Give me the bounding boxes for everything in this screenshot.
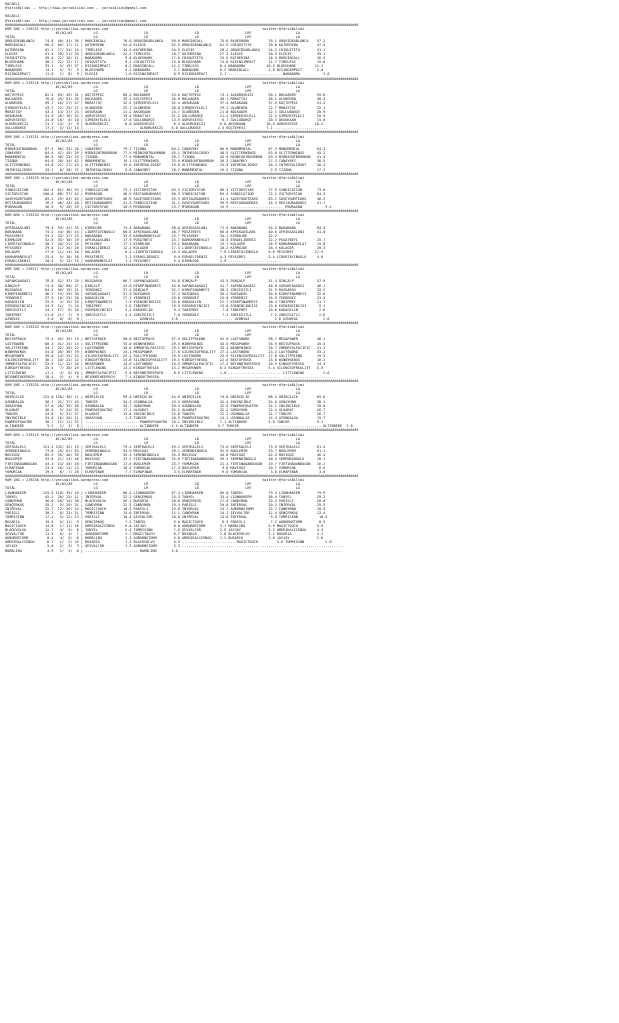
column-header: #1/#2/#3 LG LR LD LRF LA	[5, 180, 301, 185]
race-block	[5, 23, 617, 77]
table-row: SAVEYOURTEARS 85.2 29/ 63/ 45 | SAVEYOURTEARS 46.9 SAVEYOURTEARS 53.3 RESTAURADORES 41.4 SAVEYOURTEARS 63.1 SAVEYOURTEARS 46.2	[5, 196, 326, 201]
race-block	[5, 130, 617, 171]
table-row: YUMURCAK 19.5 6/ 7/ 28 | ELMAPINAR 7.7 ELMAPINAR 3.5 ELMAPINAR 9.0 YUMURCAK 3.0 ELMAPINAR 3.0	[5, 469, 326, 474]
table-row: CANAYBEY 84.4 47/ 45/ 29 | MIDNIGHTBOURBON 77.9 MIDNIGHTBOURBON 45.1 INTHESOLIDSKY 48.5 GLITTERWINGS 63.0 GLITTERWINGS 45.2	[5, 151, 326, 156]
table-row: KIRMÜJDE 52.8 35/ 30/ 19 | AFRIKAASLANI 17.9 PUSATBEYI 23.7 KAHRAMANEVLAT 18.5 ESRAELIDENIZ 22.2 PUSATBEYI 25.7	[5, 238, 326, 243]
separator-line: ################################################################################################################################################################################	[5, 22, 359, 27]
column-header: #1/#2/#3 LG LR LD LRF LA	[5, 138, 301, 143]
race-title: KUM 1NG = 219231 http://yarisbilimi.wordpress.com twitter:@YarisBilimi	[5, 134, 305, 139]
separator-line: ################################################################################################################################################################################	[5, 262, 359, 267]
race-block	[5, 172, 617, 209]
table-row: CANDYMAN 36.0 10/ 14/ 38 | BLACKVOLVO 26.1 BUSARIA 20.8 GENÇERKUŞ 27.9 CANDYMAN 33.2 PARISLI 28.6	[5, 498, 326, 503]
table-row: MIDNIGHTBOURBON 87.4 56/ 33/ 26 | CANAYBEY 79.7 TIZONA 64.1 CANAYBEY 80.6 MONUMENTAL 67.3 MONUMENTAL 64.3	[5, 146, 326, 151]
table-row: TOTAL LG LR LD LRF LA	[5, 391, 301, 396]
table-row: BESTOFROCK 75.4 45/ 29/ 15 | BESTOFROCK 50.0 BESTOFROCK 57.4 SOLITFRIEND 52.0 LASTSWORD 98.7 MEGAPOWER 48.1	[5, 337, 326, 342]
table-row: SEMENDINOĞLU 73.8 18/ 61/ 63 | SEMENDINOĞLU 54.9 MAVIGÖZ 49.1 SEMENDINOĞLU 52.9 BÜĞLEMIM 53.7 BÜĞLEMIM 61.1	[5, 449, 326, 454]
table-row: POWEROFQUATRO 30.7 11/ 11/ 32 | ......................... POWEROFQUATRO 19.1 INVINCIBLE 7.1 ALTINDERE 5.8 TUNCER 9.1	[5, 420, 324, 425]
table-row: TOTAL LG LR LD LRF LA	[5, 486, 301, 491]
table-row: SYNDICATION 102.4 62/ 38/ 53 | SYNDICATION 73.1 VICTORYSTAR 63.3 VICTORYSTAR 66.3 VICTORYSTAR 77.5 SYNDICATION 73.6	[5, 188, 326, 193]
table-row: KOÇTEPESI 82.5 69/ 39/ 31 | KOÇTEPESI 68.2 BOLKADER 53.6 KOÇTEPESI 74.1 ALKURUŞKIZI 50.1 BOLKADER 59.6	[5, 93, 326, 98]
table-row: SAPANCAAĞASI 78.8 52/ 37/ 29 | RÜZGARSU 66.7 SAPANCAAĞASI 54.8 DINÇALP 43.5 DINÇALP 51.4 DINÇALP 57.9	[5, 279, 326, 284]
race-title: KUM ARA = 219219 http://yarisbilimi.wordpress.com twitter:@YarisBilimi	[5, 432, 305, 437]
document	[5, 2, 617, 553]
table-row: LITTLEWING 11.2 4/ 6/ 10 | IMMORTALPACIFIC 9.4 BEYONDTHEEPOCH 8.9 LITTLEWING 1.0 ......................... LITTLEWING 2.6	[5, 370, 330, 375]
table-row: GÜRAYHAN 57.0 26/ 35/ 30 | UZUNDALGA 43.7 GÜRAYHAN 39.4 UZUNDALGA 32.5 POWEROFQUATRO 24.1 INVINCIBLE 28.6	[5, 403, 326, 408]
column-header: #1/#2/#3 LG LR LD LRF LA	[5, 482, 301, 487]
table-row: IMMORTALPACIFIC 33.9 11/ 22/ 26 | MEGAPOWER 14.6 LASTSWORD 16.5 IMMORTALPACIFIC 17.2 BEYONDTHEEPOCH 10.5 KINGOFTHESEA 14.3	[5, 362, 326, 367]
table-row: TOTAL LG LR LD LRF LA	[5, 333, 301, 338]
table-row: ŞEVVALTOR 11.3 6/ 4/ 7 | AUBURNSTORM 2.7 MAGICTOUCH 6.7 BUSARIA 2.6 BLACKVOLVO 3.2 BUSARIA 3.2	[5, 532, 324, 536]
table-row: TOTAL LG LR LD LRF LA	[5, 35, 301, 40]
table-row: KINGOFTHESEA 25.5 7/ 20/ 19 | LITTLEWING 13.2 KINGOFTHESEA 13.2 MEGAPOWER 6.3 KINGOFTHESEA 9.4 SILENCEOFREALITY 5.9	[5, 366, 324, 371]
race-title: KUM 1NG = 219217 http://yarisbilimi.wordpress.com twitter:@YarisBilimi	[5, 267, 305, 271]
table-row: TOTAL LG LR LD LRF LA	[5, 142, 301, 147]
table-row: LIDERTAYINOĞLU 38.7 26/ 21/ 16 | PEYAZBEY 17.3 KIRMÜJDE 19.2 BAKABABA 13.7 KULAGER 26.9 KAHRAMANEVLAT 15.8	[5, 242, 326, 247]
table-row: GLITTERWINGS 54.8 21/ 27/ 23 | GLITTERWINGS 19.0 INTHESOLIDSKY 19.6 GLITTERWINGS 25.9 INTHESOLIDSKY 26.4 INTHESOLIDSKY 26.4	[5, 163, 326, 168]
race-title: KUM 1NG = 219230 http://yarisbilimi.wordpress.com twitter:@YarisBilimi	[5, 478, 305, 483]
table-row: INTHESOLIDSKY 43.1 8/ 28/ 37 | INTHESOLIDSKY 5.8 CANAYBEY 18.2 MONUMENTAL 19.5 TIZONA 2.9 TIZONA 17.2	[5, 167, 326, 172]
table-row: RÜZGARSU 64.5 50/ 19/ 21 | YERDENIZ 37.4 DINÇALP 32.7 KIRKPINARBEYI 38.2 ZORCEĞITLI 31.9 RÜZGARSU 33.2	[5, 287, 326, 292]
table-row: AMERIKALICENGO 6.7 1/ 2/ 10 | BUSARIA 1.3 BLACKVOLVO 4.3 ......................... MAGICTOUCH 2.6 TOMRISINN 2.6	[5, 540, 332, 545]
table-row: LIONHAKEEM 125.5 118/ 35/ 16 | LIONHAKEEM 80.5 LIONHAKEEM 67.4 LIONHAKEEM 85.0 TANYEL 79.3 LIONHAKEEM 79.9	[5, 490, 326, 495]
table-row: RISINGIMPACT 11.6 2/ 8/ 9 | ELEGIE 1.6 RISINGIMPACT 0.9 RISINGIMPACT 2.1 ......................... NABADOMA 2.6	[5, 72, 330, 77]
race-block	[5, 379, 617, 429]
table-row: INVINCIBLE 34.6 16/ 20/ 11 | GÜRAYHAN 1.3 TUNCER 20.9 POWEROFQUATRO 14.1 UZUNDALGA 14.4 UZUNDALGA 15.7	[5, 416, 326, 421]
table-row: KARAGELIN 25.9 3/ 15/ 33 | KIRKPINARBEYI 7.9 EGENINCINCISI 19.8 KARAGELIN 22.7 KIRKPINARBEYI 16.3 TABIPBEY 11.7	[5, 300, 326, 305]
table-row: ULUARAT 46.5 9/ 24/ 52 | POWEROFQUATRO 17.1 ULUARAT 32.2 ULUARAT 32.2 GÜRAYHAN 22.4 ULUARAT 26.7	[5, 407, 326, 412]
table-row: CHIQUITITA 49.6 21/ 28/ 21 | NABADOMA 9.8 BLUESHARK 17.6 CHIQUITITA 25.5 KATHERINA 16.3 MARGINCALL 16.3	[5, 55, 326, 60]
site-credit: @YarisBilimi -- http://www.yarisbilimi.com -- yarisbilimi@gmail.com	[5, 18, 147, 23]
race-block	[5, 321, 617, 379]
table-row: ALTINDERE 5.2 1/ 2/ 8 | ......................... ALTINDERE 4.4 ALTINDERE 5.7 TUNCER ......................... ALTINDERE 2.6	[5, 424, 353, 429]
separator-line: ################################################################################################################################################################################	[5, 130, 359, 135]
race-title: KUM 1NG = 219233 http://yarisbilimi.wordpress.com twitter:@YarisBilimi	[5, 324, 305, 329]
table-row: TOMRISINN 17.2 5/ 12/ 13 | PARISLI 10.4 ŞEVVALTOR 10.8 INTERVAL 13.0 INTERVAL 9.0 TOMRISINN 10.5	[5, 515, 328, 520]
table-row: SILENCEOFREALITY 36.1 10/ 22/ 22 | KINGOFTHESEA 23.8 SILENCEOFREALITY 19.1 KINGOFTHESEA 22.6 BESTOFROCK 15.0 WINNYWINGS 16.2	[5, 358, 326, 363]
table-row: ORQUIDEABLANCA 74.0 40/ 41/ 36 | MARGINCALL 76.6 ORQUIDEABLANCA 59.6 MARGINCALL 75.6 BLUESHARK 76.1 ORQUIDEABLANCA 57.2	[5, 39, 326, 44]
table-row: BÜĞLEMIM 53.8 21/ 24/ 46 | MAVIGÖZ 23.3 FIRTINADANDOĞAN 32.0 FIRTINADANDOĞAN 39.2 SEMENDINOĞLU 30.5 SEMENDINOĞLU 28.1	[5, 457, 326, 462]
race-list	[5, 23, 617, 553]
table-row: TIMELESS 33.1 5/ 19/ 37 | RISINGIMPACT 6.2 MARGINCALL 12.2 TIMELESS 8.4 NABADOMA 10.5 BLUESHARK 11.1	[5, 64, 324, 69]
table-row: TIZONA 64.8 28/ 34/ 42 | MONUMENTAL 19.1 GLITTERWINGS 33.9 MIDNIGHTBOURBON 36.3 CANAYBEY 27.3 CANAYBEY 36.5	[5, 159, 326, 164]
column-header: #1/#2/#3 LG LR LD LRF LA	[5, 387, 301, 392]
table-row: BLUESHARK 38.2 22/ 12/ 17 | CHIQUITITA 9.1 CHIQUITITA 15.8 BLUESHARK 13.8 RISINGIMPACT 11.7 TIMELESS 15.6	[5, 59, 326, 64]
table-row: OBIRÇELIK 125.0 120/ 30/ 11 | OBIRÇELIK 99.4 OBIRÇELIK 44.6 OBIRÇELIK 74.0 OBIRÇELIK 88.3 OBIRÇELIK 65.6	[5, 395, 326, 400]
table-row: TOTAL LG LR LD LRF LA	[5, 275, 301, 280]
separator-line: ################################################################################################################################################################################	[5, 209, 359, 214]
table-row: ŞIMŞEKYELELI 43.7 22/ 29/ 27 | ULUBEDEN 25.2 ULUBEDEN 30.8 ŞIMŞEKYELELI 29.1 ULUBEDEN 22.7 MURATTAY 22.1	[5, 105, 326, 110]
table-row: ELMAPINAR 23.4 10/ 11/ 13 | YUMURCAK 10.5 YUMURCAK 17.4 BÜĞLEMIM 9.0 MAVIGÖZ 10.7 YUMURCAK 6.6	[5, 465, 326, 470]
race-block	[5, 263, 617, 321]
table-row: EGENINCINCISI 24.9 11/ 7/ 24 | TABIPBEY 5.6 TABIPBEY 19.3 EGENINCINCISI 13.0 EGENINCINCISI 13.0 EGENINCINCISI 9.1	[5, 304, 326, 309]
table-row: UZUNYAZ 3.0 0/ 0/ 6 | ......................... UZUNYAZ 2.6 ......................... UZUNYAZ 2.6 UZUNYAZ 2.6	[5, 316, 330, 321]
table-row: SERTKALELI 121.3 132/ 32/ 19 | SERTKALELI 79.2 SERTKALELI 49.1 SERTKALELI 73.6 SERTKALELI 73.9 SERTKALELI 61.5	[5, 445, 326, 450]
separator-line: ################################################################################################################################################################################	[5, 320, 359, 325]
table-row: TUNCER 43.8 5/ 37/ 37 | ULUARAT 13.6 INVINCIBLE 23.8 TUNCER 22.2 UZUNDALGA 21.7 TUNCER 26.7	[5, 411, 326, 416]
table-row: MARGINCALL 66.9 69/ 17/ 11 | KATHERINA 54.6 ELEGIE 52.9 ORQUIDEABLANCA 61.9 CHIQUITITA 70.8 KATHERINA 47.5	[5, 43, 326, 48]
table-row: ULUBEDEN 49.7 16/ 27/ 47 | MURATTAY 32.5 ŞIMŞEKYELELI 32.4 AKSUKAAN 37.4 AKSUKAAN 37.5 KOÇTEPESI 41.2	[5, 101, 326, 106]
table-row: MAVIGÖZ 65.9 35/ 46/ 39 | BÜĞLEMIM 35.3 SEMENDINOĞLU 35.4 MAVIGÖZ 44.8 MAVIGÖZ 42.4 MAVIGÖZ 46.4	[5, 453, 326, 458]
table-row: PARISLI 30.2 8/ 23/ 21 | TOMRISINN 14.0 INTERVAL 12.1 CANDYMAN 14.1 ŞEVVALTOR 12.4 GENÇERKUŞ 12.4	[5, 511, 326, 516]
table-row: BLACKVOLVO 12.7 4/ 9/ 8 | TANYEL 5.4 TOMRISINN 7.6 ŞEVVALTOR 2.9 JAYJAY 3.2 AMERIKALICENGO 4.3	[5, 527, 324, 532]
table-row: PUSATBEYI 53.2 33/ 37/ 23 | BAKABABA 33.9 KAHRAMANEVLAT 23.7 PEYAZBEY 34.1 KIRMÜJDE 32.2	[5, 233, 277, 238]
city-title: KOCAELI	[5, 14, 20, 19]
table-row: MARBLING 4.9 1/ 2/ 6 | ......................... MARBLING 2.0 ......................... ......................... .........................	[5, 548, 343, 553]
table-row: DINÇALP 74.0 30/ 60/ 27 | DINÇALP 43.0 KIRKPINARBEYI 43.0 SAPANCAAĞASI 41.7 SAPANCAAĞASI 46.8 SAPANCAAĞASI 46.1	[5, 283, 326, 288]
race-block	[5, 474, 617, 553]
race-title: KUM 1NG = 219232 http://yarisbilimi.wordpress.com twitter:@YarisBilimi	[5, 26, 305, 31]
table-row: ESRAELIDENIZ 20.4 5/ 13/ 15 | KAHRAMANEVLAT 1.2 PEYAZBEY 9.4 KIRMÜJDE 2.9 .........................	[5, 258, 282, 263]
table-row: TOTAL LG LR LD LRF LA	[5, 88, 301, 93]
table-row: KAHRAMANEVLAT 25.4 5/ 10/ 38 | PUSATBEYI 3.3 ESRAELIDENIZ 9.4 ESRAELIDENIZ 4.3 PEYAZBEY 5.4 LIDERTAYINOĞLU 4.8	[5, 254, 324, 259]
table-row: MYDRAGON 36.5 9/ 28/ 29 | VICTORYSTAR 20.9 MYDRAGON 23.7 MYDRAGON 15.9 ......................... MYDRAGON 3.2	[5, 204, 332, 209]
table-row: AGRVESEVGI 24.8 18/ 8/ 10 | ŞIMŞEKYELELI 17.6 GÜLLÜBAHÇE 13.9 AGRVESEVGI 6.7 GÜLLÜBAHÇE 20.3 AKSUKAAN 15.6	[5, 117, 326, 122]
race-block	[5, 428, 617, 474]
table-row: AFRIKAASLANI 79.4 59/ 41/ 33 | KIRMÜJDE 74.4 BAKABABA 58.6 AFRIKAASLANI 71.5 BAKABABA 54.2 BAKABABA 64.4	[5, 225, 326, 230]
city-title: KOCAELI	[5, 2, 20, 6]
table-row: BUSARIA 15.5 5/ 11/ 9 | GENÇERKUŞ 7.2 TANYEL 9.0 MAGICTOUCH 8.3 PARISLI 7.2 AUBURNSTORM 8.5	[5, 519, 326, 524]
table-row: INTERVAL 32.7 12/ 26/ 14 | MAGICTOUCH 16.3 PARISLI 15.0 INTERVAL 15.7 AUBURNSTORM 15.7 CANDYMAN 18.9	[5, 507, 326, 512]
table-row: PEYAZBEY 29.4 11/ 26/ 20 | ESRAELIDENIZ 12.2 KULAGER 17.3 LIDERTAYINOĞLU 10.2 KIRMÜJDE 26.3 KULAGER 20.3	[5, 246, 326, 251]
race-title: KUM 1NG = 219235 http://yarisbilimi.wordpress.com twitter:@YarisBilimi	[5, 382, 305, 387]
table-row: TOTAL LG LR LD LRF LA	[5, 221, 301, 226]
table-row: JAYJAY 5.0 2/ 3/ 3 | ŞEVVALTOR 1.3 AUBURNSTORM 3.3 ......................... ......................... .........................	[5, 544, 345, 549]
header-block-top	[5, 2, 617, 10]
table-row: WINNYWINGS 54.0 20/ 30/ 39 | WINNYWINGS 25.1 MEGAPOWER 27.6 SILENCEOFREALITY 27.4 LASTSWORD 23.3 LASTSWORD 33.2	[5, 349, 326, 354]
separator-line: ################################################################################################################################################################################	[5, 378, 359, 383]
table-row: KIRKPINARBEYI 46.2 19/ 29/ 30 | SAPANCAAĞASI 31.9 RÜZGARSU 27.3 RÜZGARSU 26.2 RÜZGARSU 30.0 KIRKPINARBEYI 32.6	[5, 291, 326, 296]
column-header: #1/#2/#3 LG LR LD LRF LA	[5, 217, 301, 222]
table-row: KATHERINA 62.2 17/ 54/ 15 | TIMELESS 44.5 KATHERINA 34.3 ELEGIE 28.2 ORQUIDEABLANCA 24.2 CHIQUITITA 41.1	[5, 47, 326, 52]
separator-line: ################################################################################################################################################################################	[5, 76, 359, 81]
table-row: YERDENIZ 37.9 16/ 23/ 20 | KARAGELIN 27.1 YERDENIZ 25.0 YERDENIZ 25.0 YERDENIZ 16.9 YERDENIZ 23.5	[5, 295, 326, 300]
separator-line: ################################################################################################################################################################################	[5, 171, 359, 176]
table-row: VICTORYSTAR 100.0 68/ 37/ 42 | MYDRAGON 46.9 RESTAURADORES 60.5 SYNDICATION 65.4 SYNDICATION 72.2 VICTORYSTAR 64.3	[5, 192, 326, 197]
table-row: UZUNDALGA 58.7 21/ 37/ 43 | TUNCER 54.3 UZUNDALGA 43.2 GÜRAYHAN 42.4 INVINCIBLE 52.0 GÜRAYHAN 38.1	[5, 399, 326, 404]
race-block	[5, 77, 617, 131]
site-credit: @YarisBilimi -- http://www.yarisbilimi.com -- yarisbilimi@gmail.com	[5, 6, 147, 11]
table-row: RESTAURADORES 76.5 40/ 43/ 40 | RESTAURADORES 41.3 SYNDICATION 31.1 SAVEYOURTEARS 39.9 RESTAURADORES 16.3 RESTAURADORES 41.7	[5, 200, 326, 205]
column-header: #1/#2/#3 LG LR LD LRF LA	[5, 329, 301, 334]
table-row: GÜLLÜBAHÇE 17.3 5/ 12/ 14 | ......................... ALKURUŞKIZI 6.0 GÜLLÜBAHÇE 2.5 KOÇTEPESI 7.1 .........................	[5, 126, 328, 131]
table-row: TOTAL LG LR LD LRF LA	[5, 440, 301, 445]
table-row: BOLKADER 76.0 43/ 53/ 35 | BOLKADER 39.1 KOÇTEPESI 34.6 BOLKADER 40.1 MURATTAY 38.1 ULUBEDEN 48.3	[5, 97, 326, 102]
table-row: MONUMENTAL 66.5 30/ 23/ 33 | TIZONA 77.4 MONUMENTAL 39.7 TIZONA 45.9 MIDNIGHTBOURBON 49.3 MIDNIGHTBOURBON 41.5	[5, 155, 326, 160]
table-row: KULAGER 27.6 11/ 14/ 20 | KULAGER 8.3 LIDERTAYINOĞLU 16.3 KULAGER 7.9 LIDERTAYINOĞLU 9.0 PEYAZBEY 17.9	[5, 250, 324, 255]
table-row: MEGAPOWER 39.0 14/ 25/ 25 | SILENCEOFREALITY 25.1 SOLITFRIEND 19.9 LASTSWORD 25.9 SILENCEOFREALITY 17.6 SOLITFRIEND 19.5	[5, 353, 326, 358]
table-row: MURATTAY 43.4 14/ 27/ 23 | AKSUKAAN 21.2 AKSUKAAN 25.7 ULUBEDEN 21.8 BOLKADER 22.1 GÜLLÜBAHÇE 20.9	[5, 109, 326, 114]
table-row: BEYONDTHEEPOCH 10.4 5/ 4/ 6 | BEYONDTHEEPOCH 7.1 KINGOFTHESEA ......................... ......................... .........................	[5, 374, 336, 379]
table-row: LASTSWORD 60.3 41/ 25/ 15 | SOLITFRIEND 33.8 WINNYWINGS 29.5 WINNYWINGS 43.5 MEGAPOWER 34.5 BESTOFROCK 45.5	[5, 341, 326, 346]
table-row: AKSUKAAN 41.9 26/ 16/ 32 | AGRVESEVGI 19.4 MURATTAY 21.2 GÜLLÜBAHÇE 21.2 ŞIMŞEKYELELI 21.5 ŞIMŞEKYELELI 20.5	[5, 113, 326, 118]
race-title: KUM 1NG = 219229 http://yarisbilimi.wordpress.com twitter:@YarisBilimi	[5, 175, 305, 180]
table-row: ZORCEĞITLI 24.1 17/ 8/ 10 | EGENINCINCISI 5.2 KARAGELIN 9.4 TABIPBEY 7.0 TABIPBEY 10.6 KARAGELIN 2.6	[5, 308, 326, 313]
table-row: FIRTINADANDOĞAN 43.3 15/ 45/ 20 | FIRTINADANDOĞAN 17.6 BÜĞLEMIM 23.7 YUMURCAK 21.4 FIRTINADANDOĞAN 19.7 FIRTINADANDOĞAN 16.2	[5, 461, 326, 466]
header-block-second	[5, 14, 617, 22]
table-row: TANYEL 45.2 28/ 23/ 11 | INTERVAL 32.2 GENÇERKUŞ 33.3 TANYEL 33.4 LIONHAKEEM 36.4 TANYEL 29.3	[5, 494, 326, 499]
column-header: #1/#2/#3 LG LR LD LRF LA	[5, 84, 301, 89]
race-title: KUM ARA = 219218 http://yarisbilimi.wordpress.com twitter:@YarisBilimi	[5, 80, 305, 85]
race-title: KUM ARA = 219234 http://yarisbilimi.wordpress.com twitter:@YarisBilimi	[5, 213, 305, 218]
column-header: #1/#2/#3 LG LR LD LRF LA	[5, 271, 301, 276]
table-row: TOTAL LG LR LD LRF LA	[5, 184, 301, 189]
table-row: MAGICTOUCH 14.6 1/ 11/ 16 | AMERIKALICENGO 6.6 JAYJAY 8.0 AUBURNSTORM 3.1 MARBLING 5.9 MAGICTOUCH 5.9	[5, 523, 324, 528]
race-block	[5, 209, 617, 263]
separator-line: ################################################################################################################################################################################	[5, 428, 359, 433]
table-row: SOLITFRIEND 54.7 32/ 30/ 22 | LASTSWORD 30.6 IMMORTALPACIFIC 29.1 BESTOFROCK 33.3 WINNYWINGS 26.7 IMMORTALPACIFIC 41.2	[5, 345, 326, 350]
table-row: ELEGIE 51.4 28/ 21/ 34 | ORQUIDEABLANCA 22.2 TIMELESS 18.7 KATHERINA 27.3 ELEGIE 16.3 ELEGIE 35.1	[5, 51, 326, 56]
table-row: BAKABABA 74.2 44/ 36/ 44 | LIDERTAYINOĞLU 60.5 AFRIKAASLANI 48.7 PUSATBEYI 66.0 AFRIKAASLANI 40.6 AFRIKAASLANI 41.8	[5, 229, 326, 234]
table-row: AUBURNSTORM 8.4 4/ 5/ 6 | MARBLING 2.3 AUBURNSTORM 5.0 AMERIKALICENGO 1.2 BUSARIA 2.6 JAYJAY 2.6	[5, 536, 324, 541]
column-header: #1/#2/#3 LG LR LD LRF LA	[5, 436, 301, 441]
table-row: ALKURUŞKIZI 21.7 14/ 5/ 9 | ALKURUŞKIZI 6.8 AGRVESEVGI 6.4 ALKURUŞKIZI 6.0 AKSUKAAN 10.9 AGRVESEVGI 10.2	[5, 122, 324, 127]
table-row: NABADOMA 14.1 5/ 9/ 9 | BLUESHARK 4.1 NABADOMA 5.1 NABADOMA 6.2 MARGINCALL 2.8 RISINGIMPACT 2.6	[5, 68, 324, 73]
column-header: #1/#2/#3 LG LR LD LRF LA	[5, 30, 301, 35]
table-row: GENÇERKUŞ 35.1 5/ 29/ 31 | CANDYMAN 22.5 CANDYMAN 19.4 PARISLI 20.6 INTERVAL 20.2 INTERVAL 25.5	[5, 503, 326, 508]
table-row: TABIPBEY 21.6 11/ 7/ 9 | ZORCEĞITLI 4.5 ZORCEĞITLI 7.8 YERDENIZ 7.2 ZORCEĞITLI 7.2 ZORCEĞITLI 2.6	[5, 312, 326, 317]
separator-line: ################################################################################################################################################################################	[5, 474, 359, 479]
